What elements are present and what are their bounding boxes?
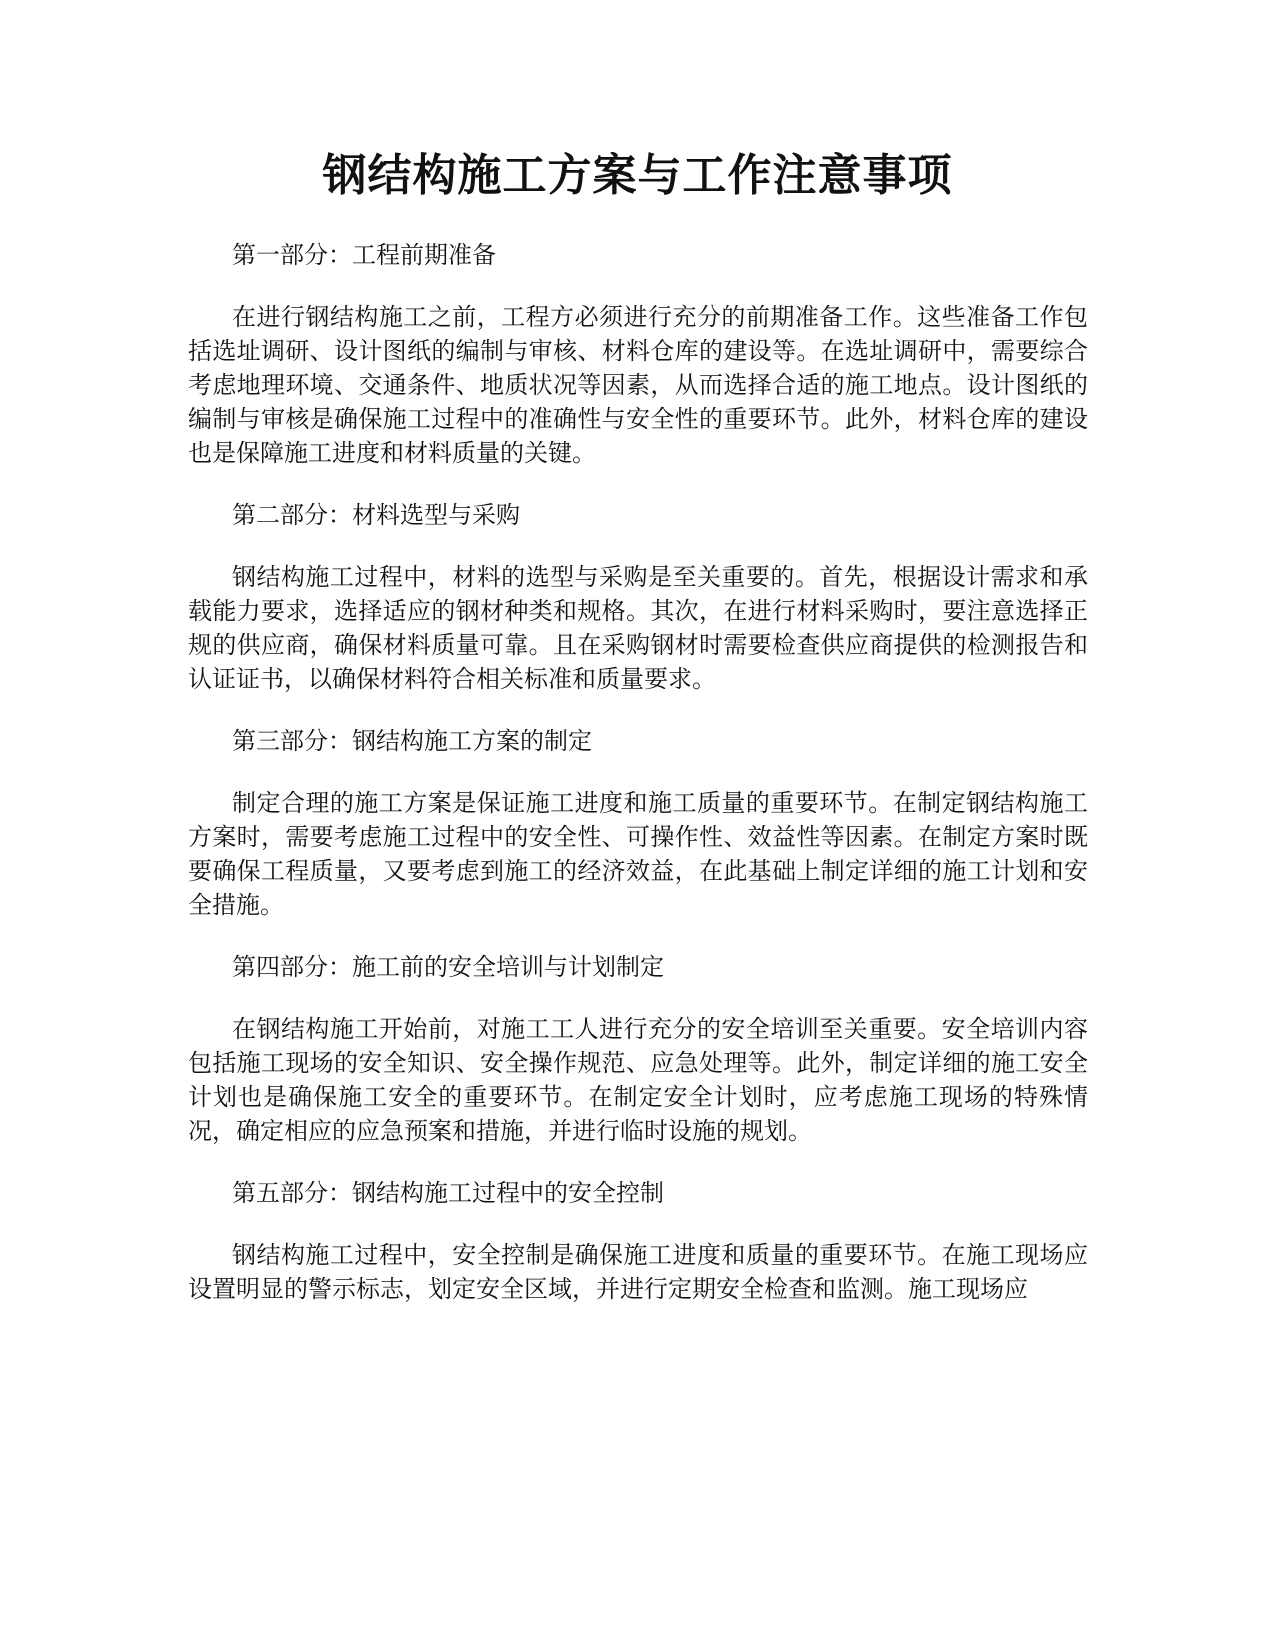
section-heading: 第四部分：施工前的安全培训与计划制定 xyxy=(232,953,664,981)
section-4 xyxy=(188,950,1088,1148)
section-3 xyxy=(188,724,1088,922)
document-content xyxy=(188,238,1088,1334)
section-paragraph: 在钢结构施工开始前，对施工工人进行充分的安全培训至关重要。安全培训内容包括施工现场的安全知识、安全操作规范、应急处理等。此外，制定详细的施工安全计划也是确保施工安全的重要环节。在制定安全计划时，应考虑施工现场的特殊情况，确定相应的应急预案和措施，并进行临时设施的规划。 xyxy=(188,1015,1088,1145)
section-heading: 第二部分：材料选型与采购 xyxy=(232,501,520,529)
document-title: 钢结构施工方案与工作注意事项 xyxy=(322,150,953,201)
section-1 xyxy=(188,238,1088,470)
section-paragraph: 钢结构施工过程中，安全控制是确保施工进度和质量的重要环节。在施工现场应设置明显的警示标志，划定安全区域，并进行定期安全检查和监测。施工现场应 xyxy=(188,1241,1088,1303)
section-paragraph: 钢结构施工过程中，材料的选型与采购是至关重要的。首先，根据设计需求和承载能力要求，选择适应的钢材种类和规格。其次，在进行材料采购时，要注意选择正规的供应商，确保材料质量可靠。且在采购钢材时需要检查供应商提供的检测报告和认证证书，以确保材料符合相关标准和质量要求。 xyxy=(188,563,1088,693)
section-2 xyxy=(188,498,1088,696)
section-heading: 第一部分：工程前期准备 xyxy=(232,241,496,269)
section-heading: 第五部分：钢结构施工过程中的安全控制 xyxy=(232,1179,664,1207)
section-paragraph: 制定合理的施工方案是保证施工进度和施工质量的重要环节。在制定钢结构施工方案时，需要考虑施工过程中的安全性、可操作性、效益性等因素。在制定方案时既要确保工程质量，又要考虑到施工的经济效益，在此基础上制定详细的施工计划和安全措施。 xyxy=(188,789,1088,919)
section-heading: 第三部分：钢结构施工方案的制定 xyxy=(232,727,592,755)
section-5 xyxy=(188,1176,1088,1306)
section-paragraph: 在进行钢结构施工之前，工程方必须进行充分的前期准备工作。这些准备工作包括选址调研、设计图纸的编制与审核、材料仓库的建设等。在选址调研中，需要综合考虑地理环境、交通条件、地质状况等因素，从而选择合适的施工地点。设计图纸的编制与审核是确保施工过程中的准确性与安全性的重要环节。此外，材料仓库的建设也是保障施工进度和材料质量的关键。 xyxy=(188,303,1088,467)
